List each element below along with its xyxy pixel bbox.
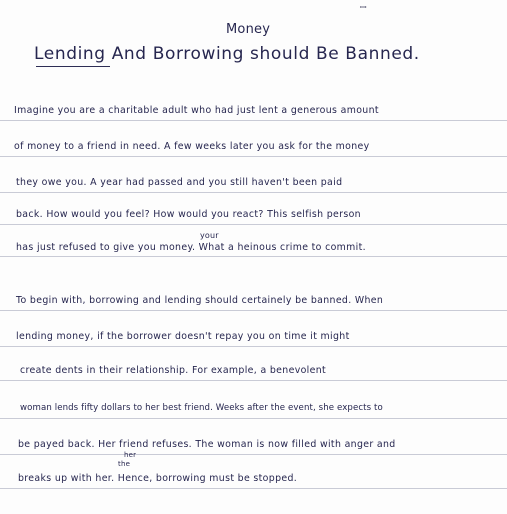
ruled-line [0,310,507,311]
ruled-line [0,224,507,225]
paragraph-2-line-3: create dents in their relationship. For example, a benevolent [20,365,327,376]
paragraph-2-line-4: woman lends fifty dollars to her best friend. Weeks after the event, she expects to [20,403,383,413]
essay-title: Lending And Borrowing should Be Banned. [34,44,420,64]
title-insert: Money [226,22,271,37]
ruled-line [0,454,507,455]
ruled-line [0,120,507,121]
paragraph-1-line-5: has just refused to give you money. What a heinous crime to commit. [16,242,366,253]
ruled-line [0,380,507,381]
ruled-line [0,256,507,257]
ruled-line [0,488,507,489]
paragraph-1-insert-your: your [200,231,219,240]
ruled-line [0,192,507,193]
ruled-line [0,346,507,347]
paragraph-2-line-6: breaks up with her. Hence, borrowing must be stopped. [18,473,298,484]
paragraph-1-line-2: of money to a friend in need. A few weeks later you ask for the money [14,141,370,152]
paragraph-2-insert-the: the [118,460,131,468]
ruled-line [0,156,507,157]
title-underline [36,66,110,67]
paragraph-2-line-5: be payed back. Her friend refuses. The woman is now filled with anger and [18,439,396,450]
corner-mark: ꟷ [360,3,367,12]
paragraph-2-line-1: To begin with, borrowing and lending should certainely be banned. When [16,295,384,306]
paragraph-2-line-2: lending money, if the borrower doesn't repay you on time it might [16,331,350,342]
paragraph-1-line-3: they owe you. A year had passed and you still haven't been paid [16,177,343,188]
ruled-line [0,418,507,419]
paragraph-1-line-1: Imagine you are a charitable adult who had just lent a generous amount [14,105,379,116]
paragraph-2-insert-her: her [124,451,137,459]
paragraph-1-line-4: back. How would you feel? How would you react? This selfish person [16,209,361,220]
